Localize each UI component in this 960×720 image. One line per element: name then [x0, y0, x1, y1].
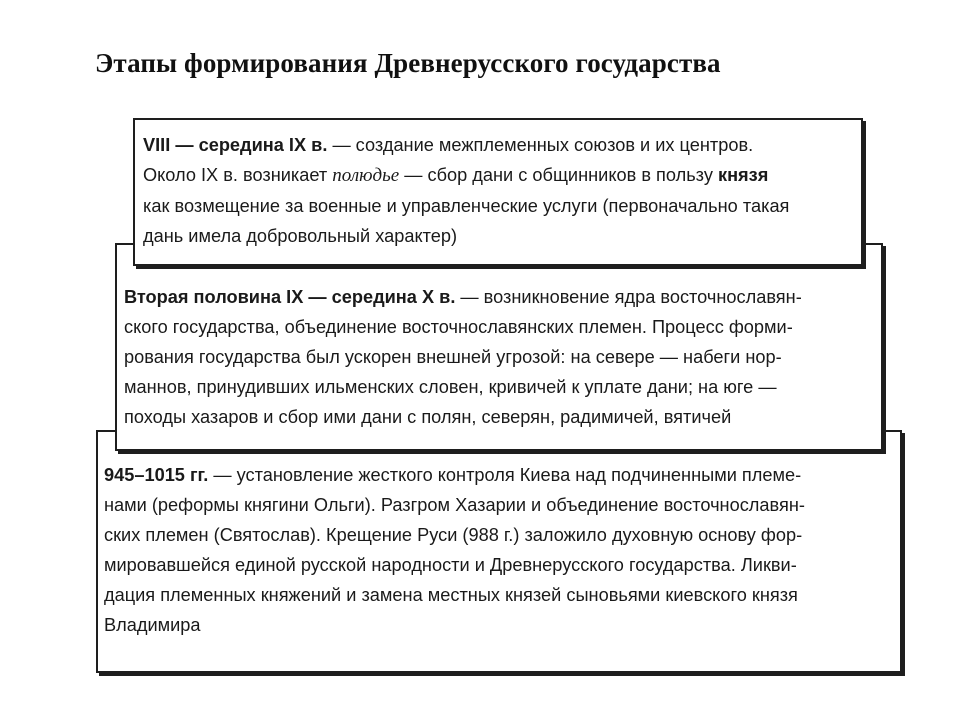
stage-line [143, 160, 861, 191]
slide-title: Этапы формирования Древнерусского государства [95, 48, 721, 78]
stage-box-945-1015 [96, 430, 902, 673]
stage-period: 945–1015 гг. [104, 465, 209, 485]
stage-line: рования государства был ускорен внешней угрозой: на севере — набеги нор- [124, 347, 782, 367]
stage-line: нами (реформы княгини Ольги). Разгром Хазарии и объединение восточнославян- [104, 495, 805, 515]
stage-line: маннов, принудивших ильменских словен, кривичей к уплате дани; на юге — [124, 377, 777, 397]
stage-period: VIII — середина IX в. [143, 135, 328, 155]
stage-line: Владимира [104, 615, 201, 635]
stage-text: — создание межплеменных союзов и их центров. [327, 135, 754, 155]
stage-line: мировавшейся единой русской народности и Древнерусского государства. Ликви- [104, 555, 797, 575]
stage-text: — установление жесткого контроля Киева над подчиненными племе- [208, 465, 802, 485]
stage-text: — возникновение ядра восточнославян- [455, 287, 802, 307]
stage-line: ского государства, объединение восточнославянских племен. Процесс форми- [124, 317, 793, 337]
stage-line [104, 460, 900, 490]
stage-line: дация племенных княжений и замена местных князей сыновьями киевского князя [104, 585, 798, 605]
stage-line [143, 130, 861, 160]
term-polyudye: полюдье [332, 165, 400, 186]
stage-box-ix-x [115, 243, 883, 451]
stage-text: Около IX в. возникает [143, 165, 333, 185]
term-knyaz: князя [717, 165, 769, 185]
stage-line: дань имела добровольный характер) [143, 226, 458, 246]
stage-line [124, 282, 881, 312]
stage-line: походы хазаров и сбор ими дани с полян, северян, радимичей, вятичей [124, 407, 732, 427]
stage-line: ских племен (Святослав). Крещение Руси (988 г.) заложило духовную основу фор- [104, 525, 803, 545]
stage-line: как возмещение за военные и управленческие услуги (первоначально такая [143, 196, 790, 216]
stage-text: — сбор дани с общинников в пользу [399, 165, 718, 185]
stage-period: Вторая половина IX — середина X в. [124, 287, 456, 307]
stage-box-viii-ix [133, 118, 863, 266]
